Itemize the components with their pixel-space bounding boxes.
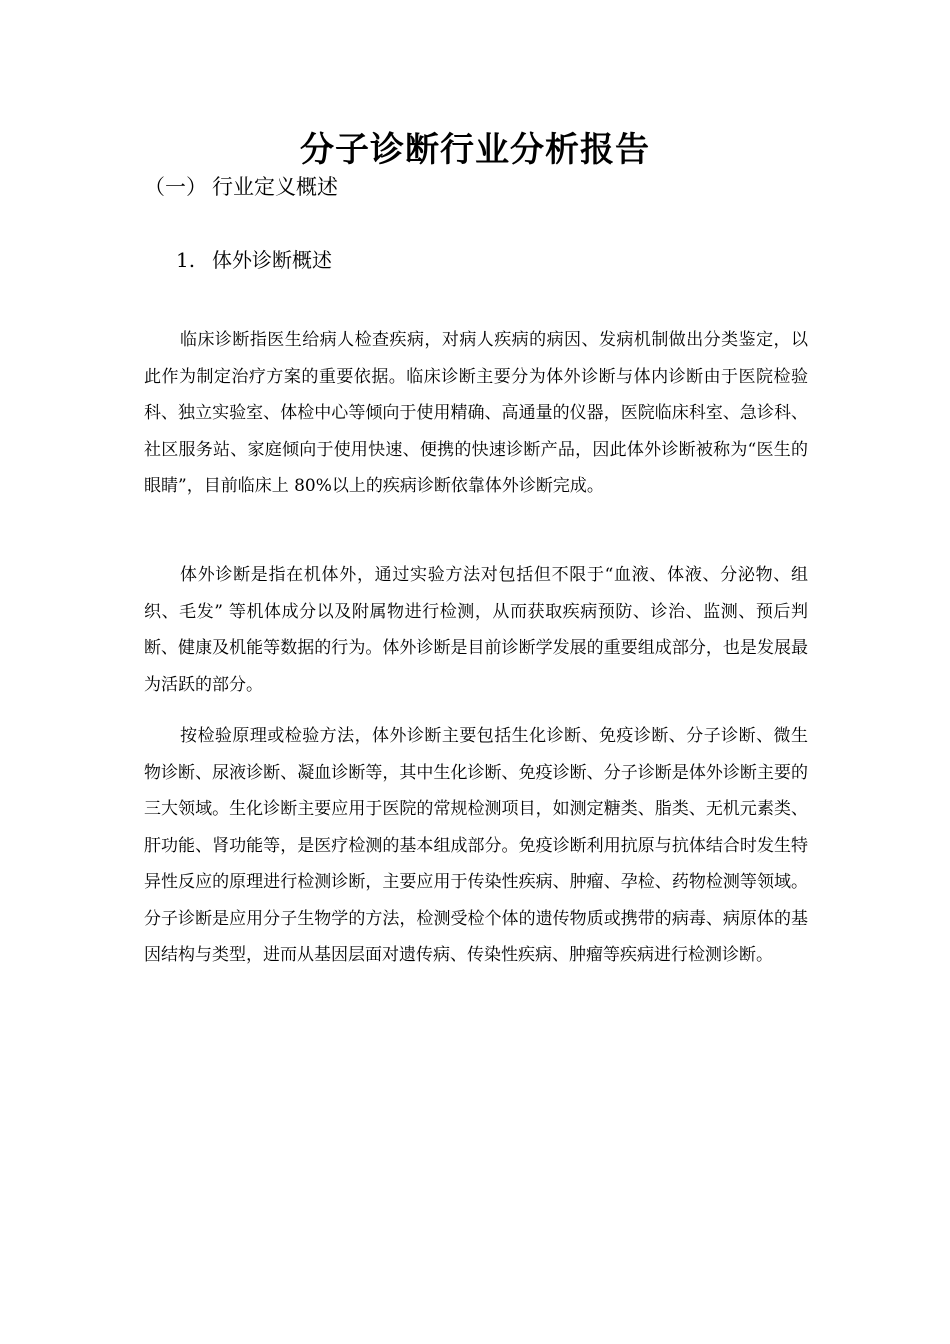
body-paragraph: 临床诊断指医生给病人检查疾病，对病人疾病的病因、发病机制做出分类鉴定，以此作为制定治疗方案的重要依据。临床诊断主要分为体外诊断与体内诊断由于医院检验科、独立实验室、体检中心等倾向于使用精确、高通量的仪器，医院临床科室、急诊科、社区服务站、家庭倾向于使用快速、便携的快速诊断产品，因此体外诊断被称为“医生的眼睛”，目前临床上 80%以上的疾病诊断依靠体外诊断完成。 [144,330,808,496]
body-paragraph: 体外诊断是指在机体外，通过实验方法对包括但不限于“血液、体液、分泌物、组织、毛发” 等机体成分以及附属物进行检测，从而获取疾病预防、诊治、监测、预后判断、健康及机能等数据的行为。体外诊断是目前诊断学发展的重要组成部分，也是发展最为活跃的部分。 [144,565,808,695]
subsection-heading [176,244,332,276]
page-title: 分子诊断行业分析报告 [300,130,650,170]
section-label: 行业定义概述 [212,175,338,199]
section-number: （一） [144,175,207,199]
section-heading [144,170,338,204]
subsection-number: 1. [176,248,196,272]
body-paragraph: 按检验原理或检验方法，体外诊断主要包括生化诊断、免疫诊断、分子诊断、微生物诊断、尿液诊断、凝血诊断等，其中生化诊断、免疫诊断、分子诊断是体外诊断主要的三大领域。生化诊断主要应用于医院的常规检测项目，如测定糖类、脂类、无机元素类、肝功能、肾功能等，是医疗检测的基本组成部分。免疫诊断利用抗原与抗体结合时发生特异性反应的原理进行检测诊断，主要应用于传染性疾病、肿瘤、孕检、药物检测等领域。分子诊断是应用分子生物学的方法，检测受检个体的遗传物质或携带的病毒、病原体的基因结构与类型，进而从基因层面对遗传病、传染性疾病、肿瘤等疾病进行检测诊断。 [144,726,808,965]
subsection-label: 体外诊断概述 [212,248,332,272]
